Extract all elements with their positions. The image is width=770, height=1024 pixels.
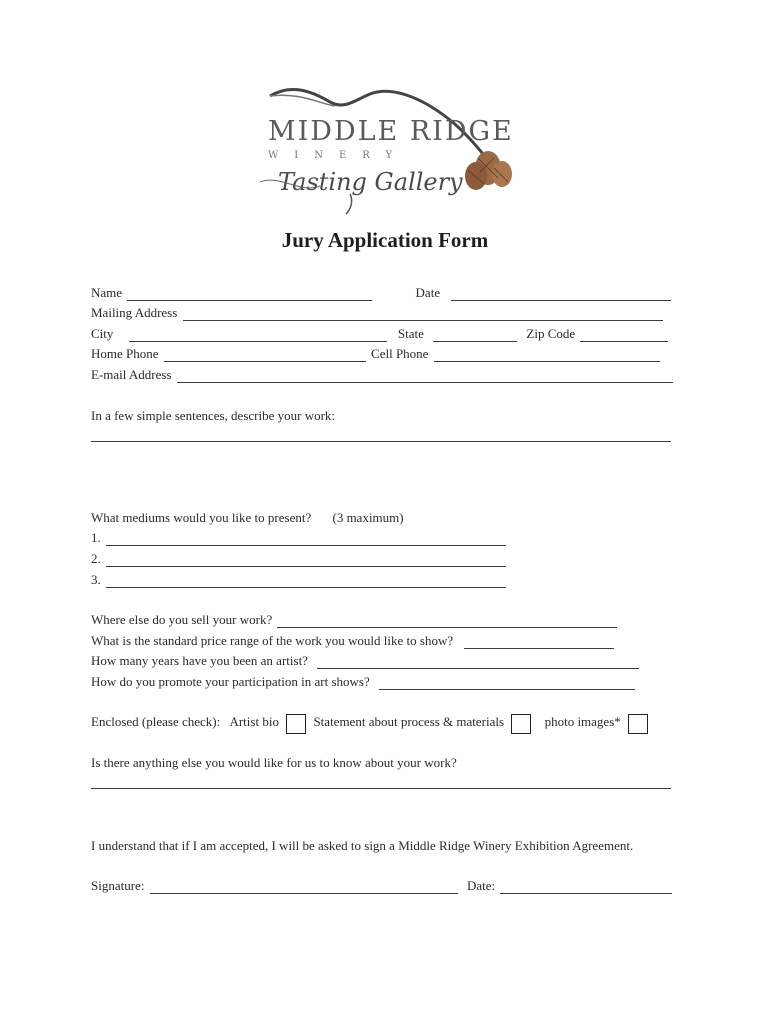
promote-field[interactable] (379, 677, 635, 690)
state-field[interactable] (433, 329, 517, 342)
logo-artwork (250, 82, 520, 217)
date-label: Date (415, 285, 441, 300)
price-row (91, 633, 616, 649)
form-title: Jury Application Form (281, 228, 489, 252)
city-field[interactable] (129, 329, 387, 342)
mediums-row (91, 510, 404, 526)
price-question: What is the standard price range of the work you would like to show? (91, 633, 454, 648)
medium-item-1 (91, 530, 508, 546)
medium-field-3[interactable] (106, 575, 506, 588)
price-field[interactable] (464, 636, 614, 649)
city-state-zip-row (91, 326, 670, 342)
email-label: E-mail Address (91, 367, 172, 382)
home-phone-label: Home Phone (91, 346, 159, 361)
signature-row (91, 878, 674, 894)
signature-date-label: Date: (466, 878, 496, 893)
zip-label: Zip Code (526, 326, 576, 341)
photo-images-checkbox[interactable] (628, 714, 648, 734)
years-row (91, 653, 641, 669)
zip-field[interactable] (580, 329, 668, 342)
date-field[interactable] (451, 288, 671, 301)
anything-else-field[interactable] (91, 776, 671, 789)
signature-field[interactable] (150, 881, 458, 894)
years-field[interactable] (317, 656, 639, 669)
medium-number: 3. (91, 572, 101, 587)
mediums-question: What mediums would you like to present? (91, 510, 312, 525)
logo-line1: MIDDLE RIDGE (268, 116, 514, 147)
signature-date-field[interactable] (500, 881, 672, 894)
city-label: City (91, 326, 114, 341)
logo-line2: WINERY (268, 150, 409, 161)
sell-question: Where else do you sell your work? (91, 612, 273, 627)
mailing-address-field[interactable] (183, 308, 663, 321)
sell-field[interactable] (277, 615, 617, 628)
email-row (91, 367, 675, 383)
name-label: Name (91, 285, 123, 300)
anything-else-row (91, 773, 671, 789)
medium-field-1[interactable] (106, 533, 506, 546)
medium-item-3 (91, 572, 508, 588)
medium-number: 2. (91, 551, 101, 566)
describe-field[interactable] (91, 429, 671, 442)
middle-ridge-logo (250, 82, 520, 217)
state-label: State (397, 326, 424, 341)
mailing-row (91, 305, 665, 321)
cell-phone-field[interactable] (434, 349, 660, 362)
describe-row (91, 426, 671, 442)
name-field[interactable] (127, 288, 372, 301)
name-date-row (91, 285, 673, 301)
cell-phone-label: Cell Phone (371, 346, 429, 361)
years-question: How many years have you been an artist? (91, 653, 308, 668)
describe-prompt: In a few simple sentences, describe your work: (91, 408, 336, 423)
promote-question: How do you promote your participation in art shows? (91, 674, 370, 689)
photo-images-label: photo images* (544, 714, 621, 729)
medium-item-2 (91, 551, 508, 567)
home-phone-field[interactable] (164, 349, 366, 362)
artist-bio-checkbox[interactable] (286, 714, 306, 734)
enclosed-label: Enclosed (please check): (91, 714, 221, 729)
statement-label: Statement about process & materials (313, 714, 505, 729)
sell-row (91, 612, 619, 628)
email-field[interactable] (177, 370, 673, 383)
mediums-note: (3 maximum) (332, 510, 404, 525)
agreement-statement: I understand that if I am accepted, I will be asked to sign a Middle Ridge Winery Exhibition Agreement. (91, 838, 634, 853)
signature-label: Signature: (91, 878, 145, 893)
phone-row (91, 346, 662, 362)
medium-field-2[interactable] (106, 554, 506, 567)
anything-else-prompt: Is there anything else you would like for us to know about your work? (91, 755, 457, 770)
medium-number: 1. (91, 530, 101, 545)
artist-bio-label: Artist bio (229, 714, 279, 729)
logo-line3: Tasting Gallery (278, 168, 463, 196)
statement-checkbox[interactable] (511, 714, 531, 734)
promote-row (91, 674, 637, 690)
mailing-address-label: Mailing Address (91, 305, 178, 320)
enclosed-row (91, 710, 652, 734)
